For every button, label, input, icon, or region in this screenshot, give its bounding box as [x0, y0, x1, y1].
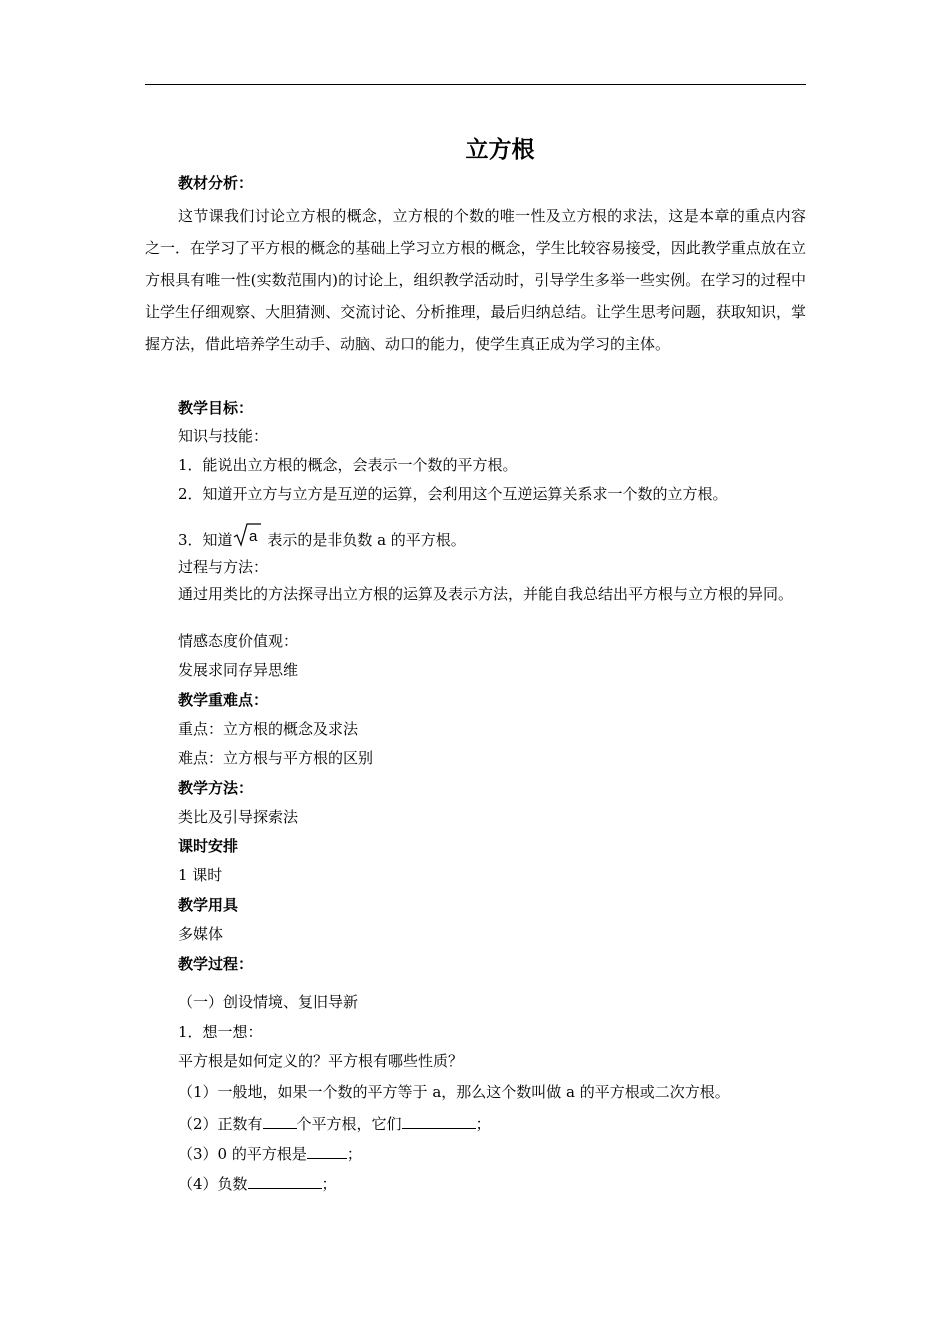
method-text: 类比及引导探索法 [178, 808, 299, 826]
method-heading: 教学方法： [178, 779, 254, 797]
item-3-part-b: ； [346, 1145, 362, 1163]
procedure-heading: 教学过程： [178, 955, 254, 973]
tools-heading: 教学用具 [178, 896, 239, 914]
attitude-text: 发展求同存异思维 [178, 661, 299, 679]
review-item-1: （1）一般地，如果一个数的平方等于 a，那么这个数叫做 a 的平方根或二次方根。 [178, 1083, 730, 1101]
process-label: 过程与方法： [178, 558, 269, 576]
analysis-heading: 教材分析： [178, 174, 254, 192]
knowledge-label: 知识与技能： [178, 427, 269, 445]
analysis-paragraph: 这节课我们讨论立方根的概念，立方根的个数的唯一性及立方根的求法，这是本章的重点内容之一．在学习了平方根的概念的基础上学习立方根的概念，学生比较容易接受，因此教学重点放在立方根具有唯一性(实数范围内)的讨论上，组织教学活动时，引导学生多举一些实例。在学习的过程中让学生仔细观察、大胆猜测、交流讨论、分析推理，最后归纳总结。让学生思考问题，获取知识，掌握方法，借此培养学生动手、动脑、动口的能力，使学生真正成为学习的主体。 [145, 207, 806, 353]
think-label: 1．想一想： [178, 1023, 263, 1041]
fill-blank[interactable] [307, 1142, 347, 1159]
square-root-symbol [233, 522, 263, 548]
header-rule [145, 84, 806, 85]
keypoints-heading: 教学重难点： [178, 691, 269, 709]
goal-item-2: 2．知道开立方与立方是互逆的运算，会利用这个互逆运算关系求一个数的立方根。 [178, 485, 728, 503]
fill-blank[interactable] [402, 1112, 476, 1129]
goals-heading: 教学目标： [178, 399, 254, 417]
process-paragraph: 通过用类比的方法探寻出立方根的运算及表示方法，并能自我总结出平方根与立方根的异同。 [178, 585, 794, 603]
procedure-step-1: （一）创设情境、复旧导新 [178, 993, 359, 1011]
goal-item-3 [178, 522, 466, 551]
review-item-3 [178, 1142, 362, 1165]
item-2-part-a: （2）正数有 [178, 1115, 263, 1133]
sqrt-radicand: a [248, 528, 257, 545]
goal-item-1: 1．能说出立方根的概念，会表示一个数的平方根。 [178, 456, 518, 474]
item-2-part-b: 个平方根，它们 [296, 1115, 402, 1133]
fill-blank[interactable] [248, 1172, 322, 1189]
review-item-2 [178, 1112, 491, 1135]
fill-blank[interactable] [263, 1112, 297, 1129]
schedule-text: 1 课时 [178, 866, 223, 884]
item-2-part-c: ； [475, 1115, 491, 1133]
tools-text: 多媒体 [178, 925, 224, 943]
goal-3-suffix: 表示的是非负数 a 的平方根。 [267, 531, 466, 549]
item-4-part-b: ； [321, 1175, 337, 1193]
goal-3-prefix: 3．知道 [178, 531, 233, 549]
schedule-heading: 课时安排 [178, 837, 239, 855]
review-item-4 [178, 1172, 337, 1195]
item-3-part-a: （3）0 的平方根是 [178, 1145, 307, 1163]
keypoint-text: 重点：立方根的概念及求法 [178, 720, 359, 738]
attitude-label: 情感态度价值观： [178, 632, 299, 650]
page-title: 立方根 [465, 137, 535, 163]
difficulty-text: 难点：立方根与平方根的区别 [178, 749, 374, 767]
review-question: 平方根是如何定义的？平方根有哪些性质？ [178, 1052, 464, 1070]
item-4-part-a: （4）负数 [178, 1175, 248, 1193]
